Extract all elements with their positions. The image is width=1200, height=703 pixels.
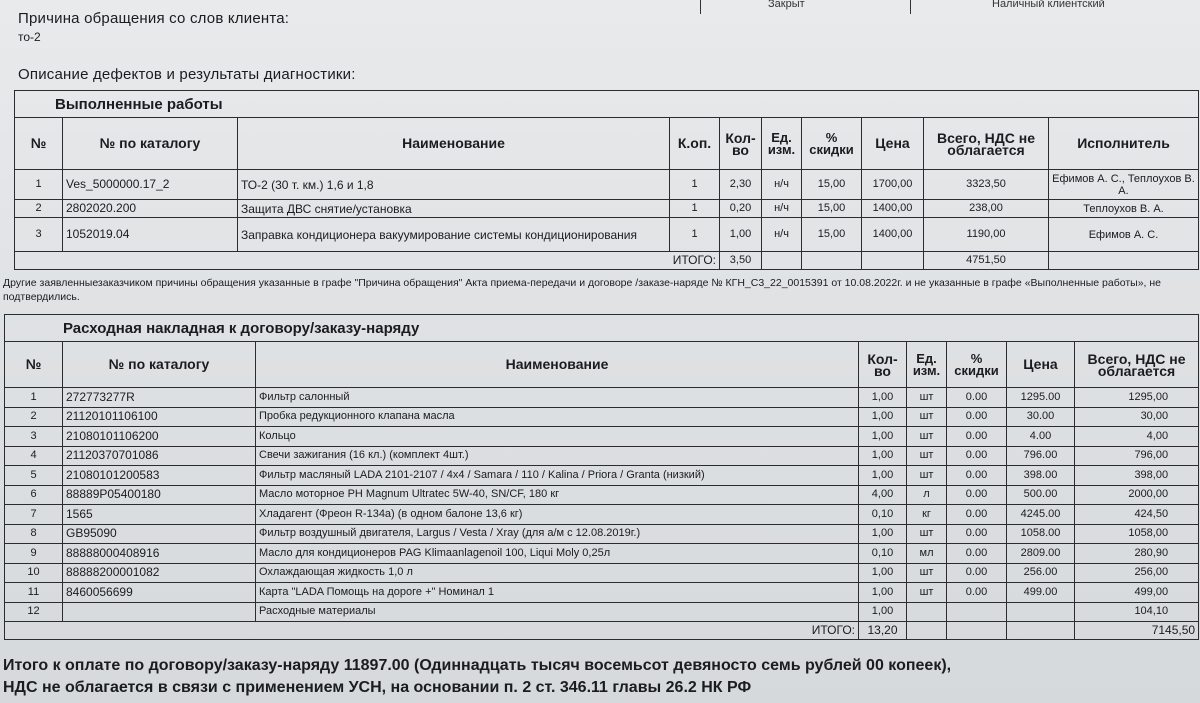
col-number: № xyxy=(5,342,63,388)
row-name: Свечи зажигания (16 кл.) (комплект 4шт.) xyxy=(256,446,859,466)
row-name: Хладагент (Фреон R-134a) (в одном балоне 13,6 кг) xyxy=(256,505,859,525)
row-catalog xyxy=(63,602,256,622)
table-row xyxy=(5,524,1199,544)
row-executor: Ефимов А. С. xyxy=(1049,218,1199,252)
payment-line-1: Итого к оплате по договору/заказу-наряду 11897.00 (Одиннадцать тысяч восемьсот девяносто семь рублей 00 копеек), xyxy=(3,657,952,674)
table-row xyxy=(5,485,1199,505)
row-total: 238,00 xyxy=(924,200,1049,218)
table-row xyxy=(5,427,1199,447)
row-catalog: 272773277R xyxy=(63,388,256,408)
row-unit: н/ч xyxy=(762,170,802,200)
empty-cell xyxy=(862,252,924,270)
table-row xyxy=(15,218,1199,252)
row-price: 4.00 xyxy=(1007,427,1075,447)
row-catalog: 88888000408916 xyxy=(63,544,256,564)
col-catalog: № по каталогу xyxy=(63,342,256,388)
row-unit: шт xyxy=(907,583,947,603)
row-total: 398,00 xyxy=(1075,466,1199,486)
col-price: Цена xyxy=(1007,342,1075,388)
col-catalog: № по каталогу xyxy=(63,118,238,170)
parts-total-qty: 13,20 xyxy=(859,622,907,640)
row-kop: 1 xyxy=(670,200,720,218)
row-name: Карта "LADA Помощь на дороге +" Номинал 1 xyxy=(256,583,859,603)
row-name: Фильтр масляный LADA 2101-2107 / 4x4 / Samara / 110 / Kalina / Priora / Granta (низкий) xyxy=(256,466,859,486)
row-qty: 0,10 xyxy=(859,544,907,564)
row-unit xyxy=(907,602,947,622)
row-price: 1295.00 xyxy=(1007,388,1075,408)
row-number: 9 xyxy=(5,544,63,564)
col-discount: % скидки xyxy=(947,342,1007,388)
row-number: 1 xyxy=(15,170,63,200)
row-total: 499,00 xyxy=(1075,583,1199,603)
row-name: Масло моторное PH Magnum Ultratec 5W-40, SN/CF, 180 кг xyxy=(256,485,859,505)
row-total: 256,00 xyxy=(1075,563,1199,583)
row-unit: л xyxy=(907,485,947,505)
row-number: 1 xyxy=(5,388,63,408)
row-qty: 0,20 xyxy=(720,200,762,218)
order-status: Закрыт xyxy=(768,0,805,10)
row-discount: 15,00 xyxy=(802,200,862,218)
row-qty: 1,00 xyxy=(859,466,907,486)
col-qty: Кол-во xyxy=(720,118,762,170)
row-name: Защита ДВС снятие/установка xyxy=(238,200,670,218)
row-name: ТО-2 (30 т. км.) 1,6 и 1,8 xyxy=(238,170,670,200)
row-kop: 1 xyxy=(670,218,720,252)
row-price: 1400,00 xyxy=(862,200,924,218)
row-executor: Теплоухов В. А. xyxy=(1049,200,1199,218)
works-body xyxy=(15,170,1199,252)
col-name: Наименование xyxy=(256,342,859,388)
row-unit: мл xyxy=(907,544,947,564)
row-price: 499.00 xyxy=(1007,583,1075,603)
row-discount: 0.00 xyxy=(947,524,1007,544)
row-total: 1295,00 xyxy=(1075,388,1199,408)
row-qty: 2,30 xyxy=(720,170,762,200)
col-total: Всего, НДС не облагается xyxy=(924,118,1049,170)
empty-cell xyxy=(1007,622,1075,640)
row-total: 4,00 xyxy=(1075,427,1199,447)
row-total: 1190,00 xyxy=(924,218,1049,252)
row-discount: 0.00 xyxy=(947,388,1007,408)
row-total: 2000,00 xyxy=(1075,485,1199,505)
col-total: Всего, НДС не облагается xyxy=(1075,342,1199,388)
parts-title: Расходная накладная к договору/заказу-наряду xyxy=(5,315,1199,342)
works-total-row xyxy=(15,252,1199,270)
row-price xyxy=(1007,602,1075,622)
row-number: 8 xyxy=(5,524,63,544)
row-name: Расходные материалы xyxy=(256,602,859,622)
row-catalog: 2802020.200 xyxy=(63,200,238,218)
col-unit: Ед. изм. xyxy=(762,118,802,170)
row-catalog: GB95090 xyxy=(63,524,256,544)
row-unit: шт xyxy=(907,563,947,583)
row-unit: шт xyxy=(907,388,947,408)
row-price: 1058.00 xyxy=(1007,524,1075,544)
row-price: 1400,00 xyxy=(862,218,924,252)
table-row xyxy=(15,170,1199,200)
row-qty: 1,00 xyxy=(859,563,907,583)
row-qty: 4,00 xyxy=(859,485,907,505)
row-catalog: 21080101106200 xyxy=(63,427,256,447)
row-number: 7 xyxy=(5,505,63,525)
empty-cell xyxy=(907,622,947,640)
row-kop: 1 xyxy=(670,170,720,200)
row-number: 3 xyxy=(5,427,63,447)
row-unit: шт xyxy=(907,427,947,447)
table-row xyxy=(5,466,1199,486)
parts-body xyxy=(5,388,1199,622)
row-total: 424,50 xyxy=(1075,505,1199,525)
row-price: 1700,00 xyxy=(862,170,924,200)
parts-total-row xyxy=(5,622,1199,640)
row-qty: 1,00 xyxy=(859,388,907,408)
row-price: 30.00 xyxy=(1007,407,1075,427)
payment-summary xyxy=(3,655,1198,699)
row-discount: 0.00 xyxy=(947,505,1007,525)
row-number: 10 xyxy=(5,563,63,583)
row-qty: 1,00 xyxy=(859,407,907,427)
row-catalog: 21120370701086 xyxy=(63,446,256,466)
row-discount: 0.00 xyxy=(947,544,1007,564)
row-total: 280,90 xyxy=(1075,544,1199,564)
client-type: Наличный клиентский xyxy=(992,0,1105,10)
parts-total-sum: 7145,50 xyxy=(1075,622,1199,640)
row-qty: 1,00 xyxy=(720,218,762,252)
parts-table xyxy=(4,314,1199,640)
row-qty: 1,00 xyxy=(859,602,907,622)
parts-title-row xyxy=(5,315,1199,342)
works-header-row xyxy=(15,118,1199,170)
col-name: Наименование xyxy=(238,118,670,170)
note-text: Другие заявленныезаказчиком причины обращения указанные в графе "Причина обращения" Акта приема-передачи и договоре /заказе-наряде № КГН_С3_22_0015391 от 10.08.2022г. и не указанные в графе «Выполненные работы», не подтвердились. xyxy=(3,277,1162,303)
row-catalog: 88888200001082 xyxy=(63,563,256,583)
row-unit: шт xyxy=(907,466,947,486)
row-price: 398.00 xyxy=(1007,466,1075,486)
row-number: 11 xyxy=(5,583,63,603)
table-row xyxy=(5,446,1199,466)
row-name: Пробка редукционного клапана масла xyxy=(256,407,859,427)
empty-cell xyxy=(1049,252,1199,270)
parts-header-row xyxy=(5,342,1199,388)
row-unit: н/ч xyxy=(762,200,802,218)
row-total: 104,10 xyxy=(1075,602,1199,622)
reason-value: то-2 xyxy=(18,30,41,44)
row-price: 500.00 xyxy=(1007,485,1075,505)
table-row xyxy=(5,407,1199,427)
row-name: Заправка кондиционера вакуумирование системы кондиционирования xyxy=(238,218,670,252)
payment-line-2: НДС не облагается в связи с применением УСН, на основании п. 2 ст. 346.11 главы 26.2 НК РФ xyxy=(3,679,752,696)
row-number: 3 xyxy=(15,218,63,252)
row-unit: н/ч xyxy=(762,218,802,252)
table-row xyxy=(5,544,1199,564)
row-catalog: 21080101200583 xyxy=(63,466,256,486)
row-price: 2809.00 xyxy=(1007,544,1075,564)
works-total-sum: 4751,50 xyxy=(924,252,1049,270)
row-number: 4 xyxy=(5,446,63,466)
row-discount: 15,00 xyxy=(802,218,862,252)
row-name: Кольцо xyxy=(256,427,859,447)
row-catalog: 8460056699 xyxy=(63,583,256,603)
empty-cell xyxy=(947,622,1007,640)
row-unit: шт xyxy=(907,524,947,544)
table-row xyxy=(5,602,1199,622)
works-title-row xyxy=(15,91,1199,118)
parts-total-label: ИТОГО: xyxy=(5,622,859,640)
row-qty: 1,00 xyxy=(859,524,907,544)
row-number: 2 xyxy=(15,200,63,218)
row-catalog: Ves_5000000.17_2 xyxy=(63,170,238,200)
row-price: 4245.00 xyxy=(1007,505,1075,525)
row-price: 796.00 xyxy=(1007,446,1075,466)
row-catalog: 88889P05400180 xyxy=(63,485,256,505)
table-row xyxy=(5,505,1199,525)
row-name: Масло для кондиционеров PAG Klimaanlagenoil 100, Liqui Moly 0,25л xyxy=(256,544,859,564)
row-discount: 0.00 xyxy=(947,466,1007,486)
empty-cell xyxy=(762,252,802,270)
row-qty: 1,00 xyxy=(859,446,907,466)
row-total: 3323,50 xyxy=(924,170,1049,200)
row-discount: 15,00 xyxy=(802,170,862,200)
defects-label: Описание дефектов и результаты диагностики: xyxy=(18,66,356,83)
row-unit: шт xyxy=(907,446,947,466)
row-price: 256.00 xyxy=(1007,563,1075,583)
row-qty: 0,10 xyxy=(859,505,907,525)
table-row xyxy=(5,563,1199,583)
row-executor: Ефимов А. С., Теплоухов В. А. xyxy=(1049,170,1199,200)
row-unit: шт xyxy=(907,407,947,427)
row-catalog: 21120101106100 xyxy=(63,407,256,427)
row-name: Охлаждающая жидкость 1,0 л xyxy=(256,563,859,583)
empty-cell xyxy=(802,252,862,270)
row-total: 1058,00 xyxy=(1075,524,1199,544)
works-total-label: ИТОГО: xyxy=(15,252,720,270)
row-number: 5 xyxy=(5,466,63,486)
col-executor: Исполнитель xyxy=(1049,118,1199,170)
table-row xyxy=(5,388,1199,408)
row-number: 12 xyxy=(5,602,63,622)
col-discount: % скидки xyxy=(802,118,862,170)
row-discount xyxy=(947,602,1007,622)
row-discount: 0.00 xyxy=(947,563,1007,583)
divider xyxy=(910,0,911,14)
col-price: Цена xyxy=(862,118,924,170)
row-total: 796,00 xyxy=(1075,446,1199,466)
row-catalog: 1052019.04 xyxy=(63,218,238,252)
reason-label: Причина обращения со слов клиента: xyxy=(18,10,290,27)
table-row xyxy=(15,200,1199,218)
row-discount: 0.00 xyxy=(947,485,1007,505)
col-kop: К.оп. xyxy=(670,118,720,170)
row-discount: 0.00 xyxy=(947,427,1007,447)
row-name: Фильтр салонный xyxy=(256,388,859,408)
works-total-qty: 3,50 xyxy=(720,252,762,270)
row-qty: 1,00 xyxy=(859,583,907,603)
col-unit: Ед. изм. xyxy=(907,342,947,388)
row-catalog: 1565 xyxy=(63,505,256,525)
col-qty: Кол-во xyxy=(859,342,907,388)
row-discount: 0.00 xyxy=(947,446,1007,466)
row-qty: 1,00 xyxy=(859,427,907,447)
works-title: Выполненные работы xyxy=(15,91,1199,118)
row-discount: 0.00 xyxy=(947,583,1007,603)
row-total: 30,00 xyxy=(1075,407,1199,427)
table-row xyxy=(5,583,1199,603)
divider xyxy=(700,0,701,14)
row-number: 2 xyxy=(5,407,63,427)
works-table xyxy=(14,90,1199,270)
row-discount: 0.00 xyxy=(947,407,1007,427)
row-number: 6 xyxy=(5,485,63,505)
col-number: № xyxy=(15,118,63,170)
row-name: Фильтр воздушный двигателя, Largus / Vesta / Xray (для а/м с 12.08.2019г.) xyxy=(256,524,859,544)
row-unit: кг xyxy=(907,505,947,525)
